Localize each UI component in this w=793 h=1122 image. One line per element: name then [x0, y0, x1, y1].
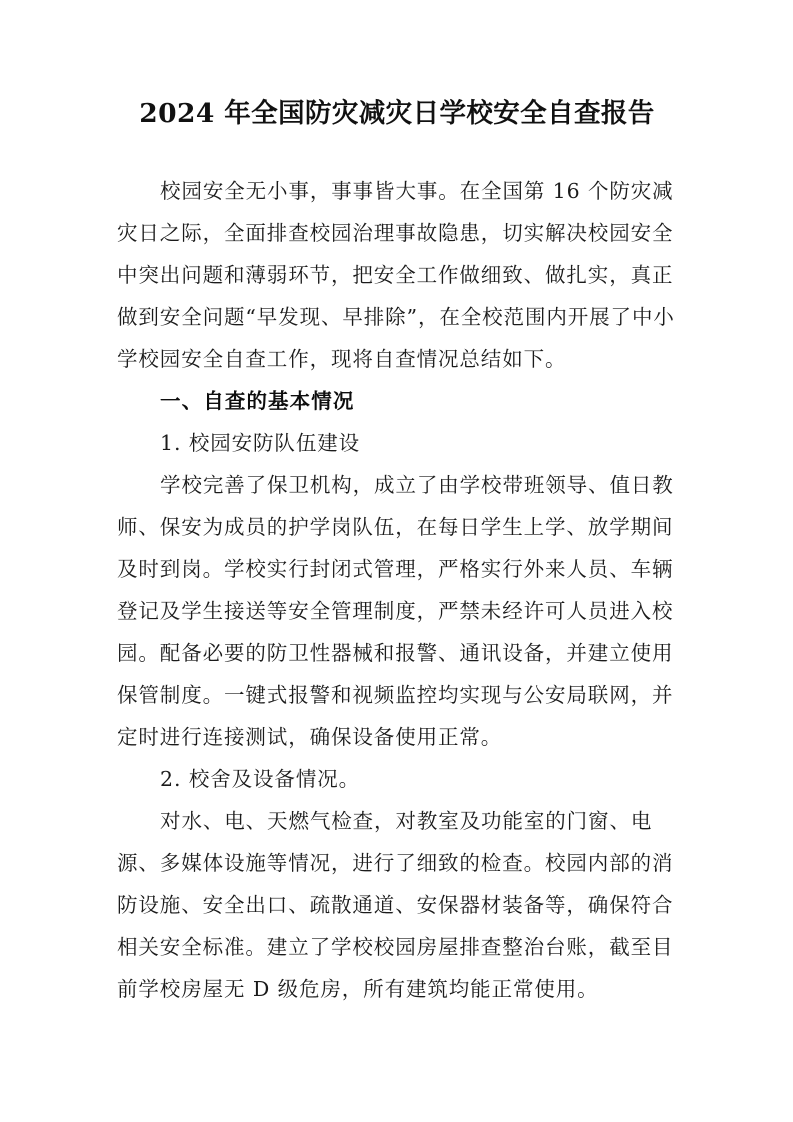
section-heading-one: 一、自查的基本情况	[160, 389, 355, 413]
page-title: 2024 年全国防灾减灾日学校安全自查报告	[139, 98, 655, 129]
security-team-paragraph: 学校完善了保卫机构，成立了由学校带班领导、值日教师、保安为成员的护学岗队伍，在每日学生上学、放学期间及时到岗。学校实行封闭式管理，严格实行外来人员、车辆登记及学生接送等安全管理制度，严禁未经许可人员进入校园。配备必要的防卫性器械和报警、通讯设备，并建立使用保管制度。一键式报警和视频监控均实现与公安局联网，并定时进行连接测试，确保设备使用正常。	[117, 473, 674, 749]
subsection-heading-2: 2. 校舍及设备情况。	[160, 767, 361, 791]
subsection-heading-1: 1. 校园安防队伍建设	[160, 431, 361, 455]
document-body	[117, 131, 677, 1010]
intro-paragraph: 校园安全无小事，事事皆大事。在全国第 16 个防灾减灾日之际，全面排查校园治理事故隐患，切实解决校园安全中突出问题和薄弱环节，把安全工作做细致、做扎实，真正做到安全问题“早发现、早排除”，在全校范围内开展了中小学校园安全自查工作，现将自查情况总结如下。	[117, 179, 675, 371]
document-content	[117, 0, 677, 1010]
facilities-paragraph: 对水、电、天燃气检查，对教室及功能室的门窗、电源、多媒体设施等情况，进行了细致的检查。校园内部的消防设施、安全出口、疏散通道、安保器材装备等，确保符合相关安全标准。建立了学校校园房屋排查整治台账，截至目前学校房屋无 D 级危房，所有建筑均能正常使用。	[117, 809, 674, 1001]
